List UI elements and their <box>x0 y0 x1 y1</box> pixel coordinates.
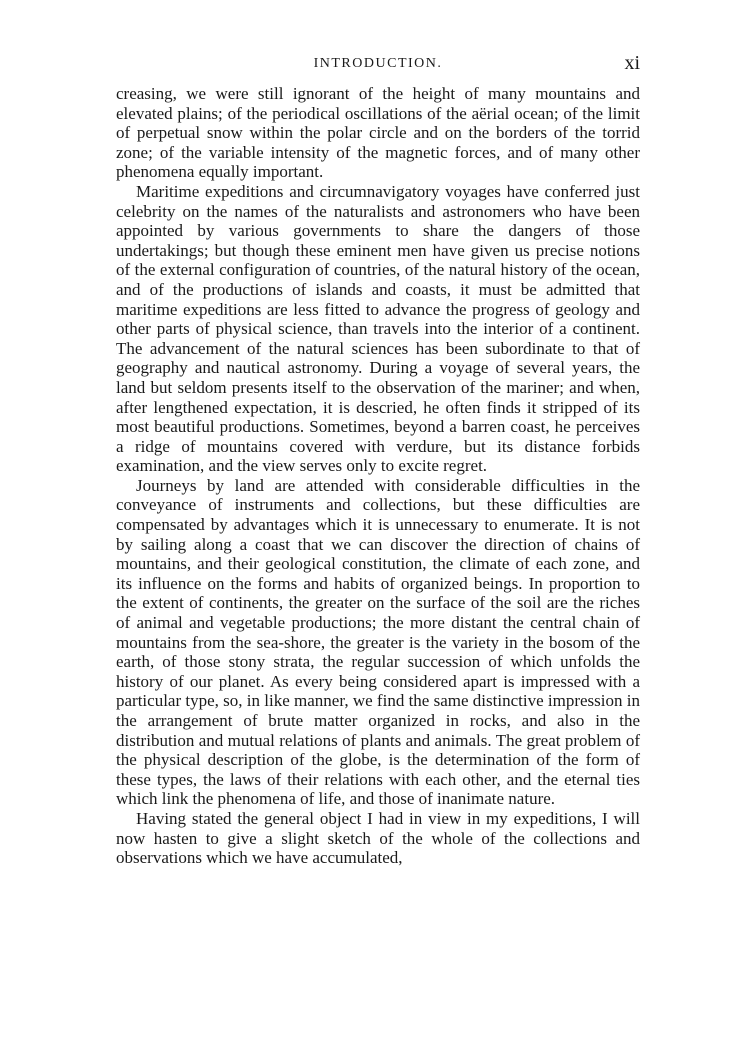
paragraph-continuation: creasing, we were still ignorant of the height of many mountains and elevated plains; of the periodical oscillations of the aërial ocean; of the limit of perpetual snow within the polar circle and on the borders of the torrid zone; of the variable intensity of the magnetic forces, and of many other phenomena equally important. <box>116 84 640 182</box>
page-number: xi <box>624 52 640 74</box>
running-title: INTRODUCTION. <box>313 56 443 71</box>
paragraph-maritime-expeditions: Maritime expeditions and circumnavigatory voyages have conferred just celebrity on the names of the naturalists and astronomers who have been appointed by various governments to share the dangers of those undertakings; but though these eminent men have given us precise notions of the external configuration of countries, of the natural history of the ocean, and of the productions of islands and coasts, it must be admitted that maritime expeditions are less fitted to advance the progress of geology and other parts of physical science, than travels into the interior of a continent. The advancement of the natural sciences has been subordinate to that of geography and nautical astronomy. During a voyage of several years, the land but seldom presents itself to the observation of the mariner; and when, after lengthened expectation, it is descried, he often finds it stripped of its most beautiful productions. Sometimes, beyond a barren coast, he perceives a ridge of mountains covered with verdure, but its distance forbids examination, and the view serves only to excite regret. <box>116 181 640 476</box>
running-head <box>116 52 640 82</box>
paragraph-general-object: Having stated the general object I had in view in my expeditions, I will now hasten to give a slight sketch of the whole of the collections and observations which we have accumulated, <box>116 808 640 868</box>
paragraph-journeys-by-land: Journeys by land are attended with considerable difficulties in the conveyance of instruments and collections, but these difficulties are compensated by advantages which it is unnecessary to enumerate. It is not by sailing along a coast that we can discover the direction of chains of mountains, and their geological constitution, the climate of each zone, and its influence on the forms and habits of organized beings. In proportion to the extent of continents, the greater on the surface of the soil are the riches of animal and vegetable productions; the more distant the central chain of mountains from the sea-shore, the greater is the variety in the bosom of the earth, of those stony strata, the regular succession of which unfolds the history of our planet. As every being considered apart is impressed with a particular type, so, in like manner, we find the same distinctive impression in the arrangement of brute matter organized in rocks, and also in the distribution and mutual relations of plants and animals. The great problem of the physical description of the globe, is the determination of the form of these types, the laws of their relations with each other, and the eternal ties which link the phenomena of life, and those of inanimate nature. <box>116 475 640 809</box>
body-text <box>116 84 640 868</box>
